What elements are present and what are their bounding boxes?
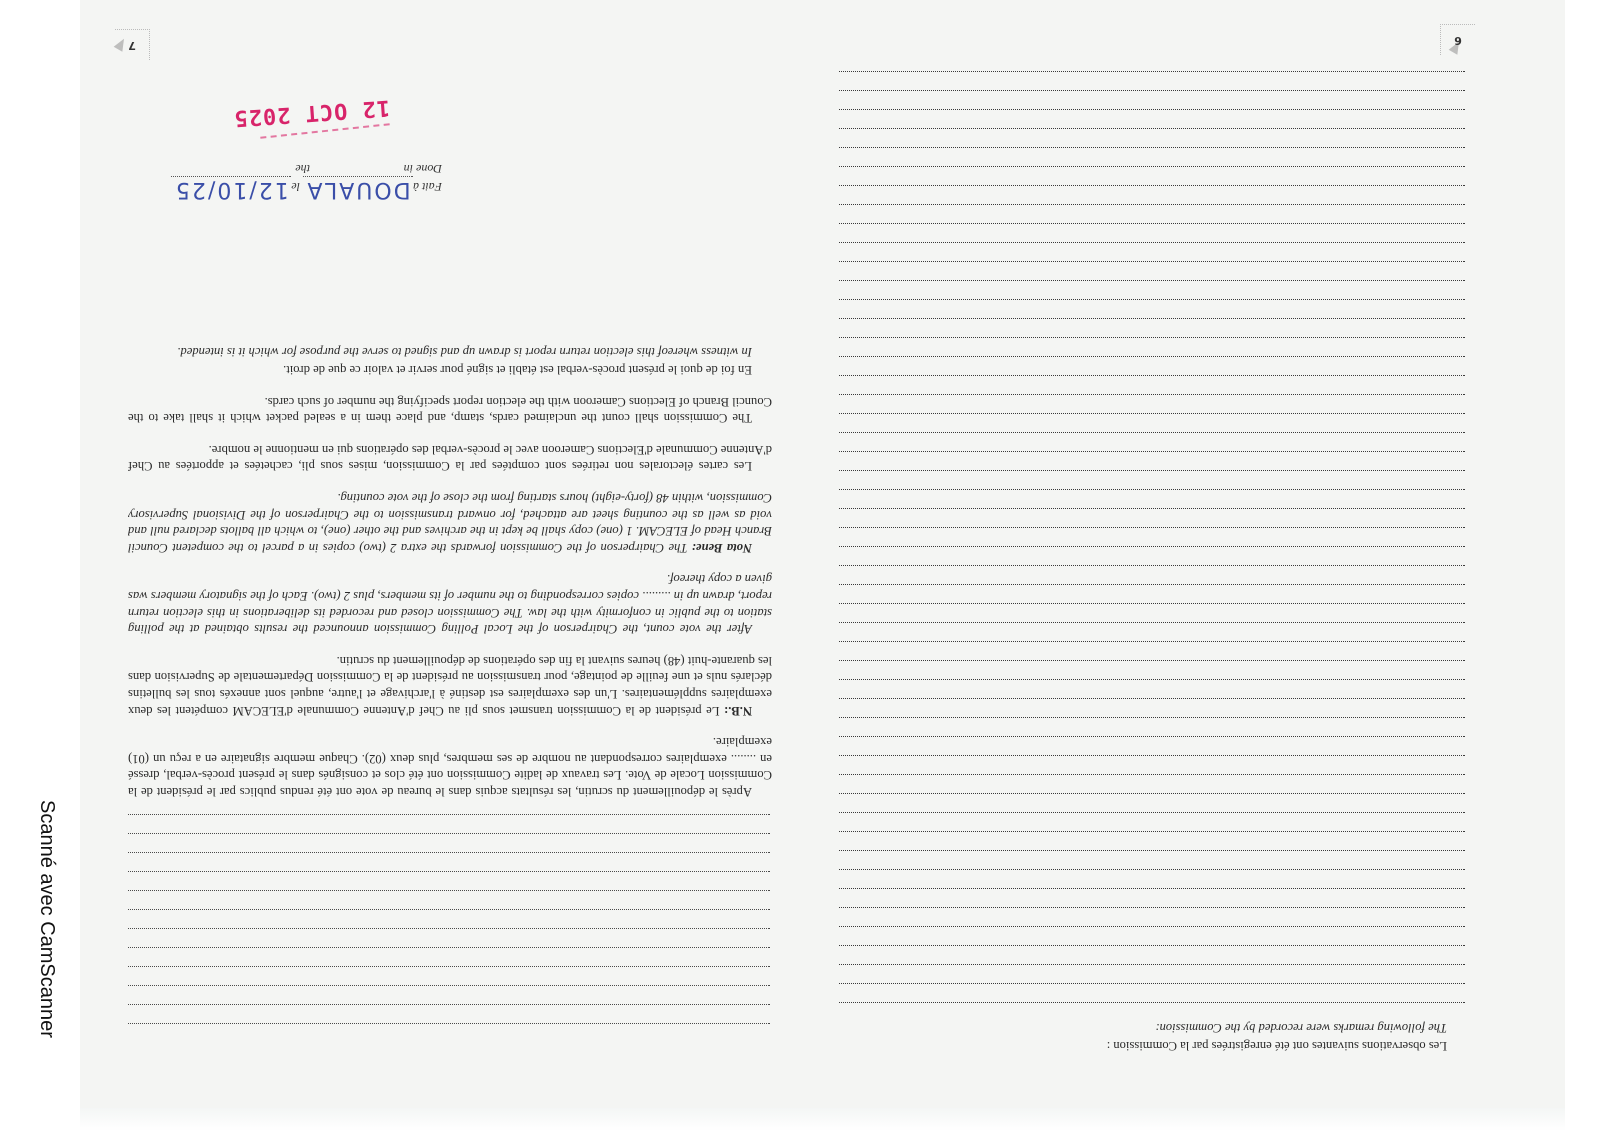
dotted-line bbox=[839, 166, 1465, 185]
dotted-line bbox=[839, 71, 1465, 90]
dotted-line bbox=[128, 871, 770, 890]
dotted-line bbox=[839, 109, 1465, 128]
dotted-line bbox=[839, 546, 1465, 565]
dotted-line bbox=[839, 451, 1465, 470]
dotted-line bbox=[128, 909, 770, 928]
done-in-line: Done inthe bbox=[295, 162, 442, 176]
dotted-line bbox=[839, 394, 1465, 413]
dotted-line bbox=[839, 641, 1465, 660]
paragraph-en-cards: The Commission shall count the unclaimed cards, stamp, and place them in a sealed packet which it shall take to the Council Branch of Elections Cameroon with the election report specifying the number of such cards. bbox=[128, 394, 772, 426]
dotted-line bbox=[839, 679, 1465, 698]
page-7 bbox=[110, 20, 790, 1050]
dotted-line bbox=[128, 966, 770, 985]
dotted-line bbox=[128, 852, 770, 871]
dotted-line bbox=[128, 928, 770, 947]
dotted-line bbox=[839, 660, 1465, 679]
dotted-line bbox=[839, 223, 1465, 242]
place-date-line: Fait àDOUALA le12/10/25 bbox=[142, 176, 442, 202]
dotted-line bbox=[839, 432, 1465, 451]
dotted-line bbox=[839, 147, 1465, 166]
paragraph-fr-witness: En foi de quoi le présent procès-verbal est établi et signé pour servir et valoir ce que de droit. bbox=[283, 363, 752, 378]
remarks-lines bbox=[839, 71, 1465, 1021]
dotted-line bbox=[128, 890, 770, 909]
dotted-line bbox=[839, 261, 1465, 280]
dotted-line bbox=[839, 128, 1465, 147]
dotted-line bbox=[839, 318, 1465, 337]
dotted-line bbox=[839, 413, 1465, 432]
dotted-line bbox=[839, 983, 1465, 1002]
dotted-line bbox=[839, 527, 1465, 546]
heading-en: The following remarks were recorded by the Commission: bbox=[1155, 1021, 1447, 1035]
dotted-line bbox=[839, 90, 1465, 109]
paragraph-en-witness: In witness whereof this election return report is drawn up and signed to serve the purpose for which it is intended. bbox=[177, 344, 752, 359]
dotted-line bbox=[839, 717, 1465, 736]
page-number: 7 bbox=[115, 29, 150, 60]
paragraph-fr-cards: Les cartes électorales non retirées sont comptées par la Commission, mises sous pli, cachetées et apportées au Chef d'Antenne Communale d'Elections Cameroon avec le procès-verbal des opérations qui en mentionne le nombre. bbox=[128, 442, 772, 474]
dotted-line bbox=[839, 603, 1465, 622]
dotted-line bbox=[128, 833, 770, 852]
dotted-line bbox=[839, 185, 1465, 204]
handwritten-date: 12/10/25 bbox=[173, 177, 289, 202]
dotted-line bbox=[128, 814, 770, 833]
dotted-line bbox=[839, 869, 1465, 888]
dotted-line bbox=[128, 1004, 770, 1023]
dotted-line bbox=[839, 356, 1465, 375]
date-stamp: 12 OCT 2025 bbox=[232, 94, 391, 131]
page-number: 6 bbox=[1440, 24, 1475, 55]
page-6 bbox=[835, 18, 1475, 1063]
dotted-line bbox=[128, 985, 770, 1004]
dotted-line bbox=[839, 964, 1465, 983]
signature-block bbox=[142, 161, 442, 202]
dotted-line bbox=[839, 812, 1465, 831]
remarks-heading bbox=[1107, 1019, 1447, 1055]
dotted-line bbox=[839, 1002, 1465, 1021]
dotted-line bbox=[839, 831, 1465, 850]
paragraph-fr-nb: N.B.: Le président de la Commission transmet sous pli au Chef d'Antenne Communale d'ELECAM compétent les deux exemplaires supplémentaires. L'un des exemplaires est destiné à l'archivage et l'autre, auquel sont annexés tous les bulletins déclarés nuls et une feuille de pointage, pour transmission au président de la Commission Départementale de Supervision dans les quarante-huit (48) heures suivant la fin des opérations de dépouillement du scrutin. bbox=[128, 653, 772, 718]
dotted-line bbox=[839, 470, 1465, 489]
dotted-line bbox=[839, 337, 1465, 356]
dotted-line bbox=[839, 850, 1465, 869]
dotted-line bbox=[839, 280, 1465, 299]
dotted-line bbox=[839, 888, 1465, 907]
dotted-line bbox=[839, 945, 1465, 964]
dotted-line bbox=[128, 947, 770, 966]
dotted-line bbox=[839, 489, 1465, 508]
paragraph-en-nota-bene: Nota Bene: The Chairperson of the Commission forwards the extra 2 (two) copies in a parcel to the competent Council Branch Head of ELECAM. 1 (one) copy shall be kept in the archives and the other (one), to which all ballots declared null and void as well as the counting sheet are attached, for onward transmission to the Chairperson of the Divisional Supervisory Commission, within 48 (forty-eight) hours starting from the close of the vote counting. bbox=[128, 491, 772, 555]
paragraph-fr-after-count: Après le dépouillement du scrutin, les résultats acquis dans le bureau de vote ont été rendus publics par le président de la Commission Locale de Vote. Les travaux de ladite Commission ont été clos et consignés dans le présent procès-verbal, dressé en ........ exemplaires correspondant au nombre de ses membres, plus deux (02). Chaque membre signataire en a reçu un (01) exemplaire. bbox=[128, 735, 772, 799]
dotted-line bbox=[839, 755, 1465, 774]
heading-fr: Les observations suivantes ont été enregistrées par la Commission : bbox=[1106, 1039, 1447, 1053]
remarks-lines-continued bbox=[128, 814, 770, 1042]
dotted-line bbox=[839, 242, 1465, 261]
dotted-line bbox=[839, 508, 1465, 527]
camscanner-watermark: Scanné avec CamScanner bbox=[36, 800, 58, 1038]
dotted-line bbox=[839, 204, 1465, 223]
dotted-line bbox=[839, 793, 1465, 812]
closing-text bbox=[128, 328, 772, 800]
dotted-line bbox=[839, 698, 1465, 717]
handwritten-place: DOUALA bbox=[305, 177, 411, 202]
dotted-line bbox=[839, 907, 1465, 926]
dotted-line bbox=[839, 926, 1465, 945]
dotted-line bbox=[839, 299, 1465, 318]
dotted-line bbox=[839, 584, 1465, 603]
paragraph-en-after-count: After the vote count, the Chairperson of the Local Polling Commission announced the results obtained at the polling station to the public in conformity with the law. The Commission closed and recorded its deliberations in this election return report, drawn up in ......... copies corresponding to the number of its members, plus 2 (two). Each of the signatory members was given a copy thereof. bbox=[128, 572, 772, 637]
dotted-line bbox=[839, 736, 1465, 755]
dotted-line bbox=[839, 565, 1465, 584]
dotted-line bbox=[839, 375, 1465, 394]
dotted-line bbox=[839, 774, 1465, 793]
dotted-line bbox=[839, 622, 1465, 641]
dotted-line bbox=[128, 1023, 770, 1042]
